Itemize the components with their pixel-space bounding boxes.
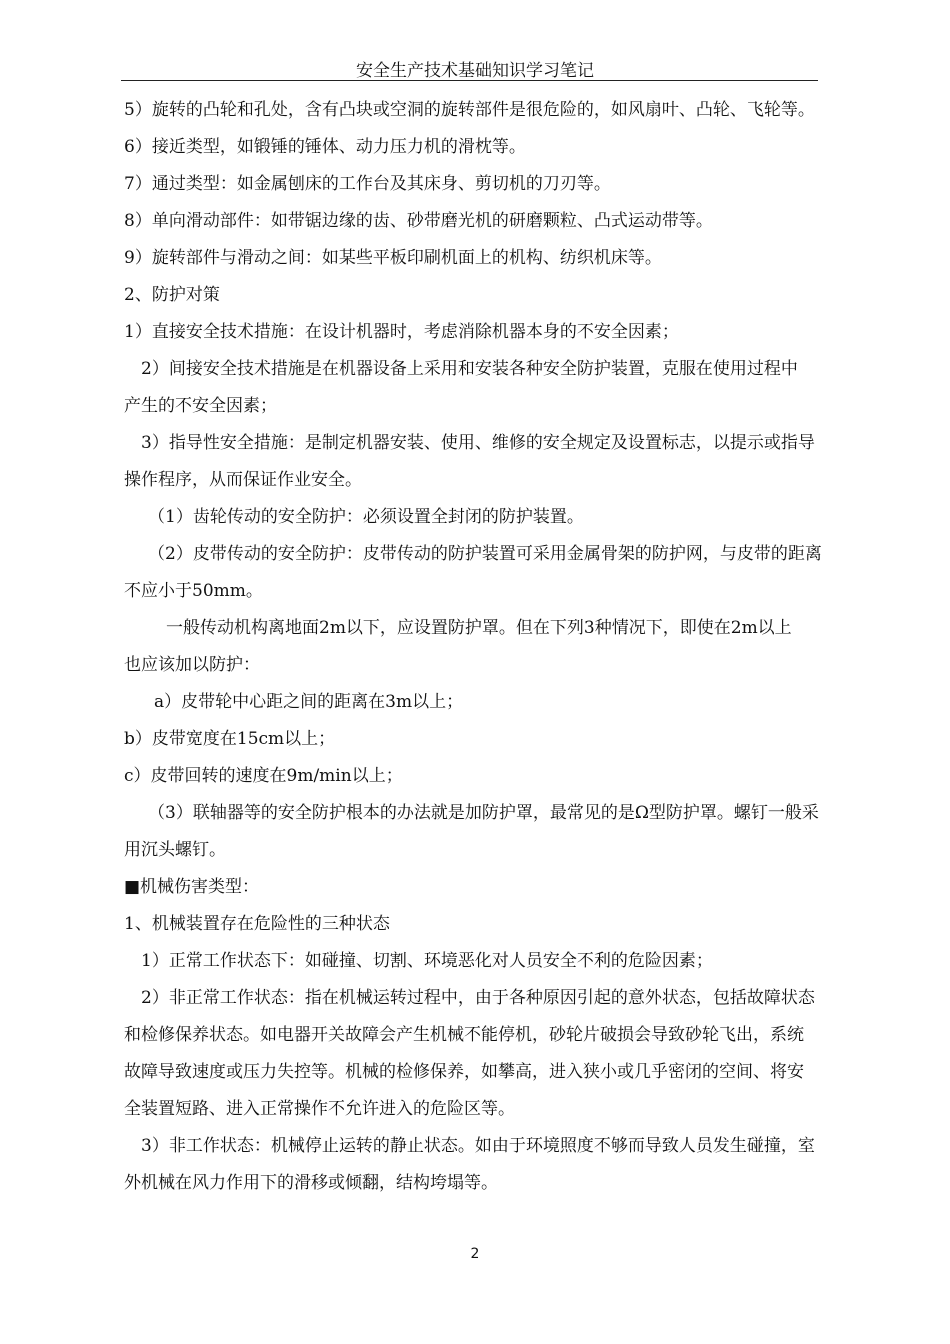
page-number: 2 bbox=[470, 1246, 480, 1262]
text-line: 也应该加以防护： bbox=[124, 655, 260, 675]
page-header-title: 安全生产技术基础知识学习笔记 bbox=[356, 61, 594, 81]
section-heading: 2、防护对策 bbox=[124, 285, 220, 305]
text-line: 3）指导性安全措施：是制定机器安装、使用、维修的安全规定及设置标志，以提示或指导 bbox=[141, 433, 815, 453]
text-line: 故障导致速度或压力失控等。机械的检修保养，如攀高，进入狭小或几乎密闭的空间、将安 bbox=[124, 1062, 804, 1082]
text-line: （1）齿轮传动的安全防护：必须设置全封闭的防护装置。 bbox=[148, 507, 584, 527]
document-body bbox=[124, 92, 894, 1202]
text-line: 2）非正常工作状态：指在机械运转过程中，由于各种原因引起的意外状态，包括故障状态 bbox=[141, 988, 815, 1008]
text-line: （3）联轴器等的安全防护根本的办法就是加防护罩，最常见的是Ω型防护罩。螺钉一般采 bbox=[148, 803, 819, 823]
header-rule bbox=[121, 80, 818, 81]
text-line: 9）旋转部件与滑动之间：如某些平板印刷机面上的机构、纺织机床等。 bbox=[124, 248, 662, 268]
text-line: 和检修保养状态。如电器开关故障会产生机械不能停机，砂轮片破损会导致砂轮飞出，系统 bbox=[124, 1025, 804, 1045]
text-line: 操作程序，从而保证作业安全。 bbox=[124, 470, 362, 490]
text-line: c）皮带回转的速度在9m/min以上； bbox=[124, 766, 403, 786]
text-line: 全装置短路、进入正常操作不允许进入的危险区等。 bbox=[124, 1099, 515, 1119]
text-line: 5）旋转的凸轮和孔处，含有凸块或空洞的旋转部件是很危险的，如风扇叶、凸轮、飞轮等。 bbox=[124, 100, 815, 120]
text-line: 1）正常工作状态下：如碰撞、切割、环境恶化对人员安全不利的危险因素； bbox=[141, 951, 713, 971]
text-line: 一般传动机构离地面2m以下，应设置防护罩。但在下列3种情况下，即使在2m以上 bbox=[166, 618, 792, 638]
text-line: 1）直接安全技术措施：在设计机器时，考虑消除机器本身的不安全因素； bbox=[124, 322, 679, 342]
text-line: 8）单向滑动部件：如带锯边缘的齿、砂带磨光机的研磨颗粒、凸式运动带等。 bbox=[124, 211, 713, 231]
text-line: 外机械在风力作用下的滑移或倾翻，结构垮塌等。 bbox=[124, 1173, 498, 1193]
text-line: 7）通过类型：如金属刨床的工作台及其床身、剪切机的刀刃等。 bbox=[124, 174, 611, 194]
text-line: b）皮带宽度在15cm以上； bbox=[124, 729, 336, 749]
text-line: 3）非工作状态：机械停止运转的静止状态。如由于环境照度不够而导致人员发生碰撞，室 bbox=[141, 1136, 815, 1156]
text-line: 用沉头螺钉。 bbox=[124, 840, 226, 860]
section-heading: 1、机械装置存在危险性的三种状态 bbox=[124, 914, 390, 934]
text-line: （2）皮带传动的安全防护：皮带传动的防护装置可采用金属骨架的防护网，与皮带的距离 bbox=[148, 544, 822, 564]
text-line: a）皮带轮中心距之间的距离在3m以上； bbox=[154, 692, 464, 712]
text-line: 2）间接安全技术措施是在机器设备上采用和安装各种安全防护装置，克服在使用过程中 bbox=[141, 359, 798, 379]
section-heading: ■机械伤害类型： bbox=[124, 877, 260, 897]
text-line: 产生的不安全因素； bbox=[124, 396, 277, 416]
text-line: 不应小于50mm。 bbox=[124, 581, 263, 601]
text-line: 6）接近类型，如锻锤的锤体、动力压力机的滑枕等。 bbox=[124, 137, 526, 157]
